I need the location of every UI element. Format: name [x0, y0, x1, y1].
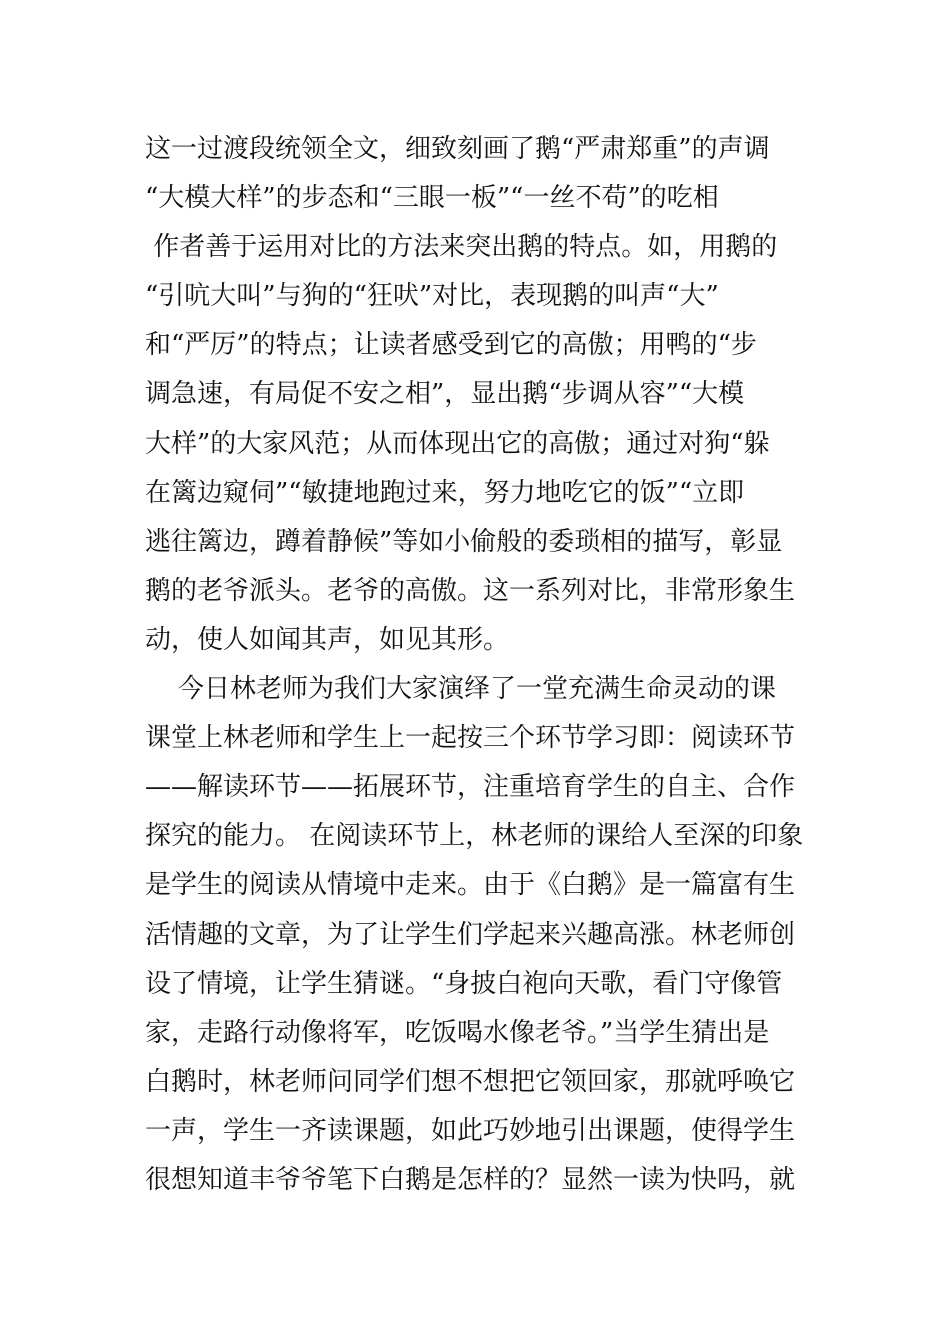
text-line: 白鹅时，林老师问同学们想不想把它领回家，那就呼唤它 — [145, 1066, 796, 1097]
text-line: 鹅的老爷派头。老爷的高傲。这一系列对比，非常形象生 — [145, 575, 796, 606]
text-line: 在篱边窥伺”“敏捷地跑过来，努力地吃它的饭”“立即 — [145, 477, 745, 508]
text-line: 调急速，有局促不安之相”，显出鹅“步调从容”“大模 — [145, 379, 745, 410]
text-line: ——解读环节——拓展环节，注重培育学生的自主、合作 — [145, 772, 796, 803]
text-line: 探究的能力。 在阅读环节上，林老师的课给人至深的印象 — [145, 821, 804, 852]
text-line: 逃往篱边，蹲着静候”等如小偷般的委琐相的描写，彰显 — [145, 526, 783, 557]
text-line: “大模大样”的步态和“三眼一板”“一丝不苟”的吃相 — [145, 183, 719, 214]
text-line: 大样”的大家风范；从而体现出它的高傲；通过对狗“躲 — [145, 428, 770, 459]
text-line: 很想知道丰爷爷笔下白鹅是怎样的？显然一读为快吗，就 — [145, 1164, 796, 1195]
text-line: “引吭大叫”与狗的“狂吠”对比，表现鹅的叫声“大” — [145, 281, 719, 312]
text-line: 作者善于运用对比的方法来突出鹅的特点。如，用鹅的 — [145, 232, 778, 263]
text-line: 动，使人如闻其声，如见其形。 — [145, 624, 510, 655]
text-line: 是学生的阅读从情境中走来。由于《白鹅》是一篇富有生 — [145, 870, 796, 901]
text-line: 活情趣的文章，为了让学生们学起来兴趣高涨。林老师创 — [145, 919, 796, 950]
text-line: 和“严厉”的特点；让读者感受到它的高傲；用鸭的“步 — [145, 330, 757, 361]
text-line: 家，走路行动像将军，吃饭喝水像老爷。”当学生猜出是 — [145, 1017, 770, 1048]
text-line: 课堂上林老师和学生上一起按三个环节学习即：阅读环节 — [145, 723, 796, 754]
text-line: 一声，学生一齐读课题，如此巧妙地引出课题，使得学生 — [145, 1115, 796, 1146]
text-line: 设了情境，让学生猜谜。“身披白袍向天歌，看门守像管 — [145, 968, 783, 999]
body-text — [145, 125, 825, 1205]
text-line: 这一过渡段统领全文，细致刻画了鹅“严肃郑重”的声调 — [145, 134, 770, 164]
text-line: 今日林老师为我们大家演绎了一堂充满生命灵动的课 — [145, 674, 777, 705]
